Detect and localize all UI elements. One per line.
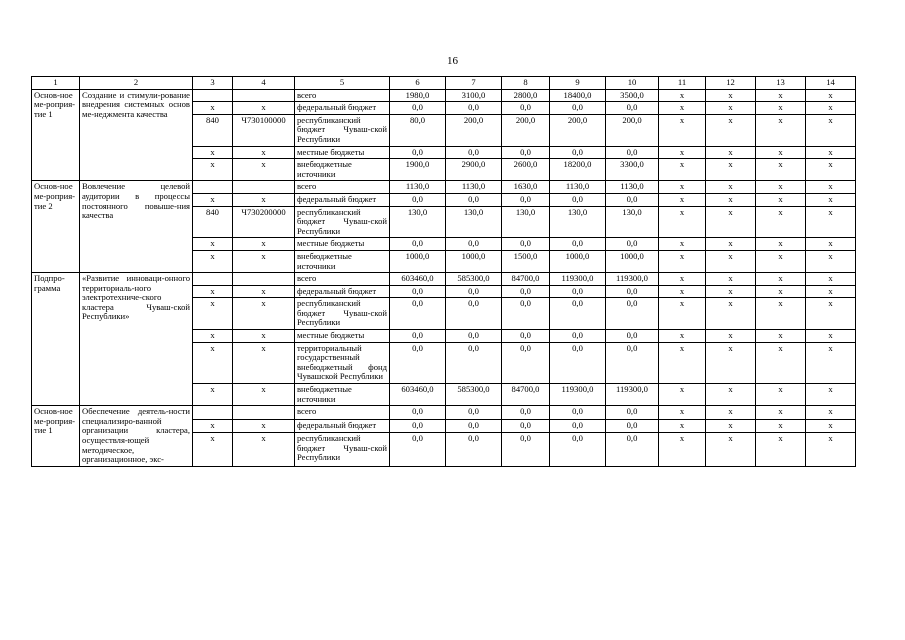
table-cell: x [193,238,233,251]
table-cell: x [193,432,233,466]
table-cell: республиканский бюджет Чуваш-ской Республики [295,206,390,238]
table-cell: x [756,342,806,383]
table-cell: 603460,0 [390,384,446,406]
table-cell: x [233,384,295,406]
table-cell: 6 [390,77,446,90]
table-cell: x [756,285,806,298]
table-cell: 0,0 [446,406,502,419]
table-cell: x [756,114,806,146]
table-cell: 0,0 [446,298,502,330]
table-cell: x [806,406,856,419]
table-cell: 0,0 [502,238,550,251]
table-cell: всего [295,273,390,286]
table-cell: 0,0 [550,193,606,206]
table-cell: внебюджетные источники [295,159,390,181]
table-cell: 14 [806,77,856,90]
table-cell: x [233,419,295,432]
table-cell: x [706,159,756,181]
table-cell: 200,0 [606,114,659,146]
table-cell: x [806,330,856,343]
table-cell: 0,0 [550,432,606,466]
table-cell: x [756,159,806,181]
table-cell: x [659,89,706,102]
table-cell: x [659,432,706,466]
table-cell: 1980,0 [390,89,446,102]
table-cell: 0,0 [446,342,502,383]
table-cell: x [806,146,856,159]
table-cell: 0,0 [606,285,659,298]
table-cell: 0,0 [502,419,550,432]
table-cell: 130,0 [390,206,446,238]
table-cell: 130,0 [606,206,659,238]
table-cell: x [806,159,856,181]
table-cell: 2 [80,77,193,90]
table-cell: 1130,0 [550,181,606,194]
table-cell: местные бюджеты [295,238,390,251]
table-cell: 0,0 [390,330,446,343]
table-cell: x [806,250,856,272]
table-cell: 1000,0 [446,250,502,272]
table-cell: 0,0 [446,193,502,206]
table-cell: x [193,298,233,330]
table-cell: 0,0 [446,146,502,159]
table-cell: x [756,89,806,102]
table-cell [193,273,233,286]
table-cell: 1500,0 [502,250,550,272]
table-cell: 119300,0 [550,384,606,406]
table-cell: x [756,206,806,238]
table-cell: x [659,146,706,159]
table-cell: x [756,406,806,419]
table-cell: x [706,273,756,286]
table-cell: 12 [706,77,756,90]
table-cell: всего [295,406,390,419]
table-cell: x [659,114,706,146]
table-cell: 0,0 [502,285,550,298]
table-cell: 7 [446,77,502,90]
table-cell: x [806,285,856,298]
table-cell: 200,0 [446,114,502,146]
table-cell: x [659,298,706,330]
table-cell: x [806,432,856,466]
table-cell: x [193,146,233,159]
table-cell: x [706,330,756,343]
table-cell: Ч730200000 [233,206,295,238]
table-cell: 0,0 [606,238,659,251]
table-cell: 80,0 [390,114,446,146]
table-cell: x [233,193,295,206]
table-cell: x [756,273,806,286]
table-cell: 0,0 [502,406,550,419]
table-cell: 0,0 [550,419,606,432]
table-cell: территориальный государственный внебюджетный фонд Чувашской Республики [295,342,390,383]
table-cell: Подпро-грамма [32,273,80,406]
table-cell: Основ-ное ме-роприя-тие 1 [32,406,80,467]
table-cell: 0,0 [550,342,606,383]
table-cell: x [706,114,756,146]
table-cell: x [706,250,756,272]
table-cell: x [193,159,233,181]
table-cell: x [659,250,706,272]
table-cell: 1 [32,77,80,90]
table-cell: 0,0 [390,406,446,419]
table-cell: 0,0 [550,298,606,330]
table-cell: x [706,406,756,419]
table-row [32,89,856,102]
table-cell: 0,0 [446,285,502,298]
table-cell: x [806,181,856,194]
table-cell: x [193,102,233,115]
table-cell: 119300,0 [606,273,659,286]
table-cell: 1900,0 [390,159,446,181]
table-cell: x [756,193,806,206]
table-cell: Основ-ное ме-роприя-тие 2 [32,181,80,273]
table-cell: x [706,384,756,406]
table-cell: 0,0 [446,238,502,251]
table-row [32,181,856,194]
table-cell: 0,0 [446,419,502,432]
table-cell: 0,0 [502,146,550,159]
table-cell: 0,0 [606,406,659,419]
table-cell: x [706,285,756,298]
table-cell: 1130,0 [606,181,659,194]
table-cell: x [659,181,706,194]
table-cell: x [233,342,295,383]
table-cell: x [193,285,233,298]
table-cell: 603460,0 [390,273,446,286]
table-cell: x [193,384,233,406]
table-cell: 0,0 [390,298,446,330]
table-cell: x [806,384,856,406]
table-cell: 1000,0 [606,250,659,272]
table-cell: x [193,342,233,383]
table-cell: x [659,384,706,406]
table-cell: 2800,0 [502,89,550,102]
table-cell: 0,0 [502,432,550,466]
table-cell: x [806,342,856,383]
table-cell: x [233,250,295,272]
table-cell: Создание и стимули-рование внедрения системных основ ме-неджмента качества [80,89,193,181]
table-cell: 84700,0 [502,273,550,286]
table-cell: x [233,102,295,115]
table-cell: республиканский бюджет Чуваш-ской Республики [295,298,390,330]
table-cell: x [706,102,756,115]
table-cell: 9 [550,77,606,90]
table-cell [233,273,295,286]
table-cell [193,181,233,194]
table-cell: всего [295,89,390,102]
table-cell: Основ-ное ме-роприя-тие 1 [32,89,80,181]
table-cell: 0,0 [390,193,446,206]
table-cell: x [659,102,706,115]
table-cell: 2900,0 [446,159,502,181]
table-cell: 0,0 [606,298,659,330]
table-cell: 0,0 [606,193,659,206]
table-cell: x [706,89,756,102]
table-row [32,406,856,419]
table-cell: x [233,238,295,251]
budget-table [31,76,856,467]
table-cell: Вовлечение целевой аудитории в процессы постоянного повыше-ния качества [80,181,193,273]
table-cell: x [659,342,706,383]
table-cell: 5 [295,77,390,90]
table-cell: 0,0 [446,102,502,115]
table-cell: 2600,0 [502,159,550,181]
table-cell: 8 [502,77,550,90]
table-cell: x [233,159,295,181]
table-cell: x [806,238,856,251]
table-cell: всего [295,181,390,194]
table-cell: x [806,298,856,330]
table-cell: «Развитие инноваци-онного территориаль-ного электротехниче-ского кластера Чуваш-ской Республики» [80,273,193,406]
table-cell: x [706,193,756,206]
table-cell: 1130,0 [446,181,502,194]
table-cell: 200,0 [550,114,606,146]
table-cell: республиканский бюджет Чуваш-ской Республики [295,432,390,466]
table-row [32,273,856,286]
table-cell: 1130,0 [390,181,446,194]
table-cell: 130,0 [550,206,606,238]
page-number: 16 [447,55,458,67]
table-cell: 0,0 [390,102,446,115]
table-cell: x [806,114,856,146]
table-cell: 840 [193,114,233,146]
table-cell: Ч730100000 [233,114,295,146]
table-cell: 0,0 [390,285,446,298]
table-cell: x [806,419,856,432]
table-cell: федеральный бюджет [295,285,390,298]
table-cell: внебюджетные источники [295,384,390,406]
table-cell: x [706,342,756,383]
table-cell: 0,0 [502,102,550,115]
table-cell: 4 [233,77,295,90]
table-cell: x [659,330,706,343]
table-cell: 119300,0 [606,384,659,406]
table-cell: 3100,0 [446,89,502,102]
table-cell: x [706,432,756,466]
table-cell: 0,0 [606,146,659,159]
table-cell: 840 [193,206,233,238]
table-cell: местные бюджеты [295,330,390,343]
table-cell: 18200,0 [550,159,606,181]
table-cell: x [756,250,806,272]
table-cell: 0,0 [550,330,606,343]
table-cell: федеральный бюджет [295,193,390,206]
table-cell: 0,0 [550,238,606,251]
table-cell: 0,0 [550,406,606,419]
table-cell: 0,0 [446,330,502,343]
table-cell: Обеспечение деятель-ности специализиро-ванной организации кластера, осуществля-ющей методическое, организационное, экс- [80,406,193,467]
table-cell: 10 [606,77,659,90]
table-cell: x [806,89,856,102]
table-cell: x [706,181,756,194]
table-cell: 0,0 [550,102,606,115]
table-cell: 3300,0 [606,159,659,181]
table-cell: внебюджетные источники [295,250,390,272]
table-header-row [32,77,856,90]
table-cell: 13 [756,77,806,90]
table-cell: 585300,0 [446,273,502,286]
table-cell [193,406,233,419]
table-cell: x [756,146,806,159]
table-cell: 130,0 [502,206,550,238]
table-cell: 1630,0 [502,181,550,194]
table-cell: x [659,419,706,432]
table-cell: x [706,146,756,159]
table-cell: 0,0 [502,342,550,383]
table-cell: x [193,419,233,432]
table-cell [233,89,295,102]
table-cell: федеральный бюджет [295,102,390,115]
table-cell: 0,0 [390,419,446,432]
table-cell: x [659,193,706,206]
table-cell: x [806,193,856,206]
table-cell: x [756,238,806,251]
table-cell [193,89,233,102]
table-cell: x [233,330,295,343]
table-cell: 0,0 [606,342,659,383]
table-cell: 84700,0 [502,384,550,406]
table-cell: x [659,206,706,238]
table-cell: 0,0 [606,330,659,343]
table-cell: x [233,146,295,159]
table-cell: 0,0 [390,342,446,383]
table-cell: 0,0 [606,102,659,115]
table-cell: федеральный бюджет [295,419,390,432]
table-cell: x [706,419,756,432]
table-cell: 0,0 [502,330,550,343]
table-cell: 0,0 [502,298,550,330]
table-cell: x [706,238,756,251]
table-cell: x [756,298,806,330]
table-cell: x [193,250,233,272]
table-cell: 585300,0 [446,384,502,406]
table-cell: 18400,0 [550,89,606,102]
table-cell: x [756,384,806,406]
table-cell: x [659,273,706,286]
table-cell: x [756,330,806,343]
table-cell: x [756,419,806,432]
table-cell: 0,0 [446,432,502,466]
table-cell: местные бюджеты [295,146,390,159]
table-cell: x [706,298,756,330]
table-cell: x [233,298,295,330]
table-cell: 0,0 [550,285,606,298]
table-cell: x [659,159,706,181]
table-cell: 0,0 [606,419,659,432]
table-cell: x [193,330,233,343]
table-cell [233,406,295,419]
table-cell: x [806,206,856,238]
table-cell: x [756,102,806,115]
table-cell: 119300,0 [550,273,606,286]
table-cell: x [659,238,706,251]
table-cell: 0,0 [390,146,446,159]
table-cell: 130,0 [446,206,502,238]
table-cell [233,181,295,194]
table-cell: x [233,285,295,298]
table-cell: x [756,432,806,466]
table-cell: 3 [193,77,233,90]
table-cell: 11 [659,77,706,90]
table-cell: 0,0 [606,432,659,466]
table-cell: x [659,285,706,298]
table-cell: x [756,181,806,194]
table-cell: республиканский бюджет Чуваш-ской Республики [295,114,390,146]
table-cell: 0,0 [390,432,446,466]
table-cell: x [659,406,706,419]
table-cell: x [706,206,756,238]
table-cell: 0,0 [502,193,550,206]
table-cell: 3500,0 [606,89,659,102]
table-cell: 200,0 [502,114,550,146]
table-cell: 1000,0 [550,250,606,272]
table-cell: x [233,432,295,466]
table-cell: x [806,102,856,115]
table-cell: x [806,273,856,286]
table-cell: 0,0 [390,238,446,251]
table-cell: x [193,193,233,206]
table-cell: 1000,0 [390,250,446,272]
table-cell: 0,0 [550,146,606,159]
